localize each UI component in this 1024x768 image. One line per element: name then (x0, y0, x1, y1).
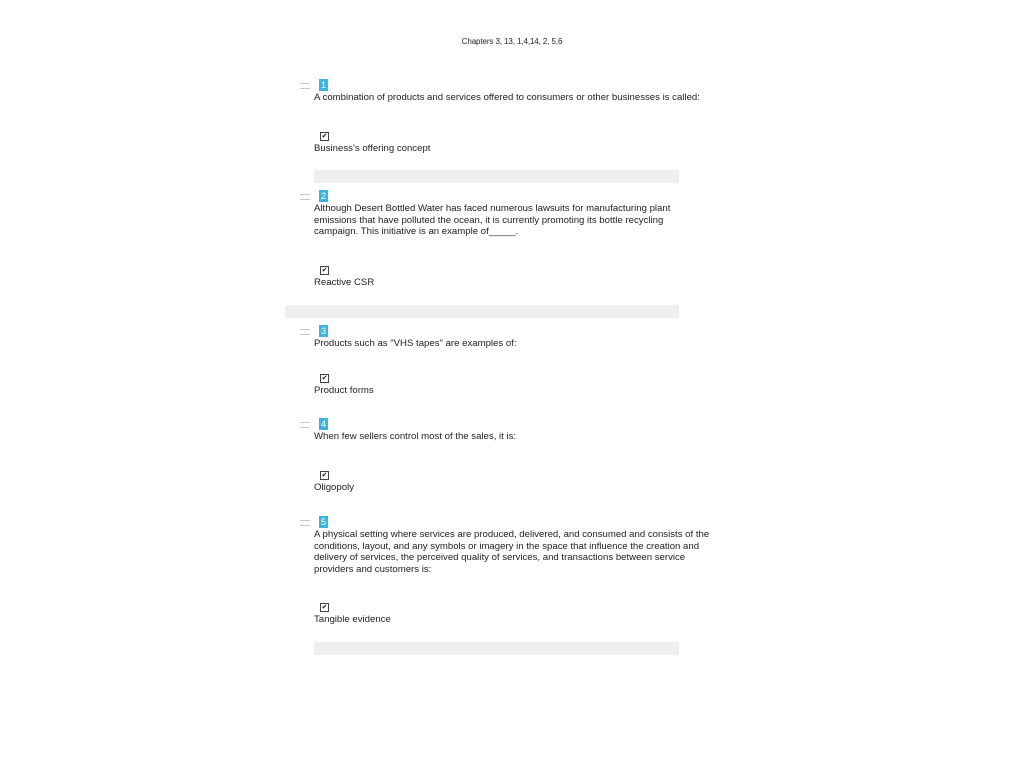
answer-text: Business’s offering concept (314, 142, 431, 154)
page-title: Chapters 3, 13, 1,4,14, 2, 5,6 (461, 37, 563, 46)
question-3 (300, 325, 740, 397)
question-text: When few sellers control most of the sales, it is: (314, 431, 517, 442)
answer-check-row (320, 259, 740, 274)
question-header (300, 325, 740, 338)
drag-handle-icon[interactable] (300, 329, 310, 335)
question-text: A physical setting where services are produced, delivered, and consumed and consists of the conditions, layout, and any symbols or imagery in the space that influence the creation and delivery of services, the perceived quality of services, and transactions between service providers and customers is: (314, 529, 710, 575)
question-number: 1 (321, 80, 327, 90)
question-header (300, 190, 740, 203)
question-text: Products such as "VHS tapes" are examples of: (314, 338, 517, 349)
question-text: A combination of products and services offered to consumers or other businesses is called: (314, 92, 700, 103)
question-text: Although Desert Bottled Water has faced numerous lawsuits for manufacturing plant emissions that have polluted the ocean, it is currently promoting its bottle recycling campaign. This initiative is an example of_____. (314, 203, 671, 238)
question-header (300, 516, 740, 529)
checkbox-checked-icon[interactable]: ✔ (321, 131, 328, 140)
drag-handle-icon[interactable] (300, 422, 310, 428)
question-header (300, 79, 740, 92)
checkbox-checked-icon[interactable]: ✔ (321, 470, 328, 479)
answer-text: Oligopoly (314, 481, 354, 493)
question-1 (300, 79, 740, 155)
separator-bar (314, 170, 679, 183)
separator-bar (285, 305, 679, 318)
question-number: 5 (321, 517, 327, 527)
question-5 (300, 516, 740, 626)
question-number: 4 (321, 419, 327, 429)
question-number: 2 (321, 191, 327, 201)
answer-text: Product forms (314, 384, 374, 396)
question-number: 3 (321, 326, 327, 336)
separator-bar (314, 642, 679, 655)
checkbox-checked-icon[interactable]: ✔ (321, 265, 328, 274)
drag-handle-icon[interactable] (300, 194, 310, 200)
answer-text: Tangible evidence (314, 614, 391, 626)
answer-check-row (320, 464, 740, 479)
question-header (300, 418, 740, 431)
question-4 (300, 418, 740, 494)
checkbox-checked-icon[interactable]: ✔ (321, 373, 328, 382)
drag-handle-icon[interactable] (300, 83, 310, 89)
question-2 (300, 190, 740, 289)
answer-check-row (320, 596, 740, 612)
answer-check-row (320, 367, 740, 382)
drag-handle-icon[interactable] (300, 520, 310, 526)
answer-text: Reactive CSR (314, 276, 375, 288)
checkbox-checked-icon[interactable]: ✔ (321, 603, 328, 612)
answer-check-row (320, 125, 740, 140)
